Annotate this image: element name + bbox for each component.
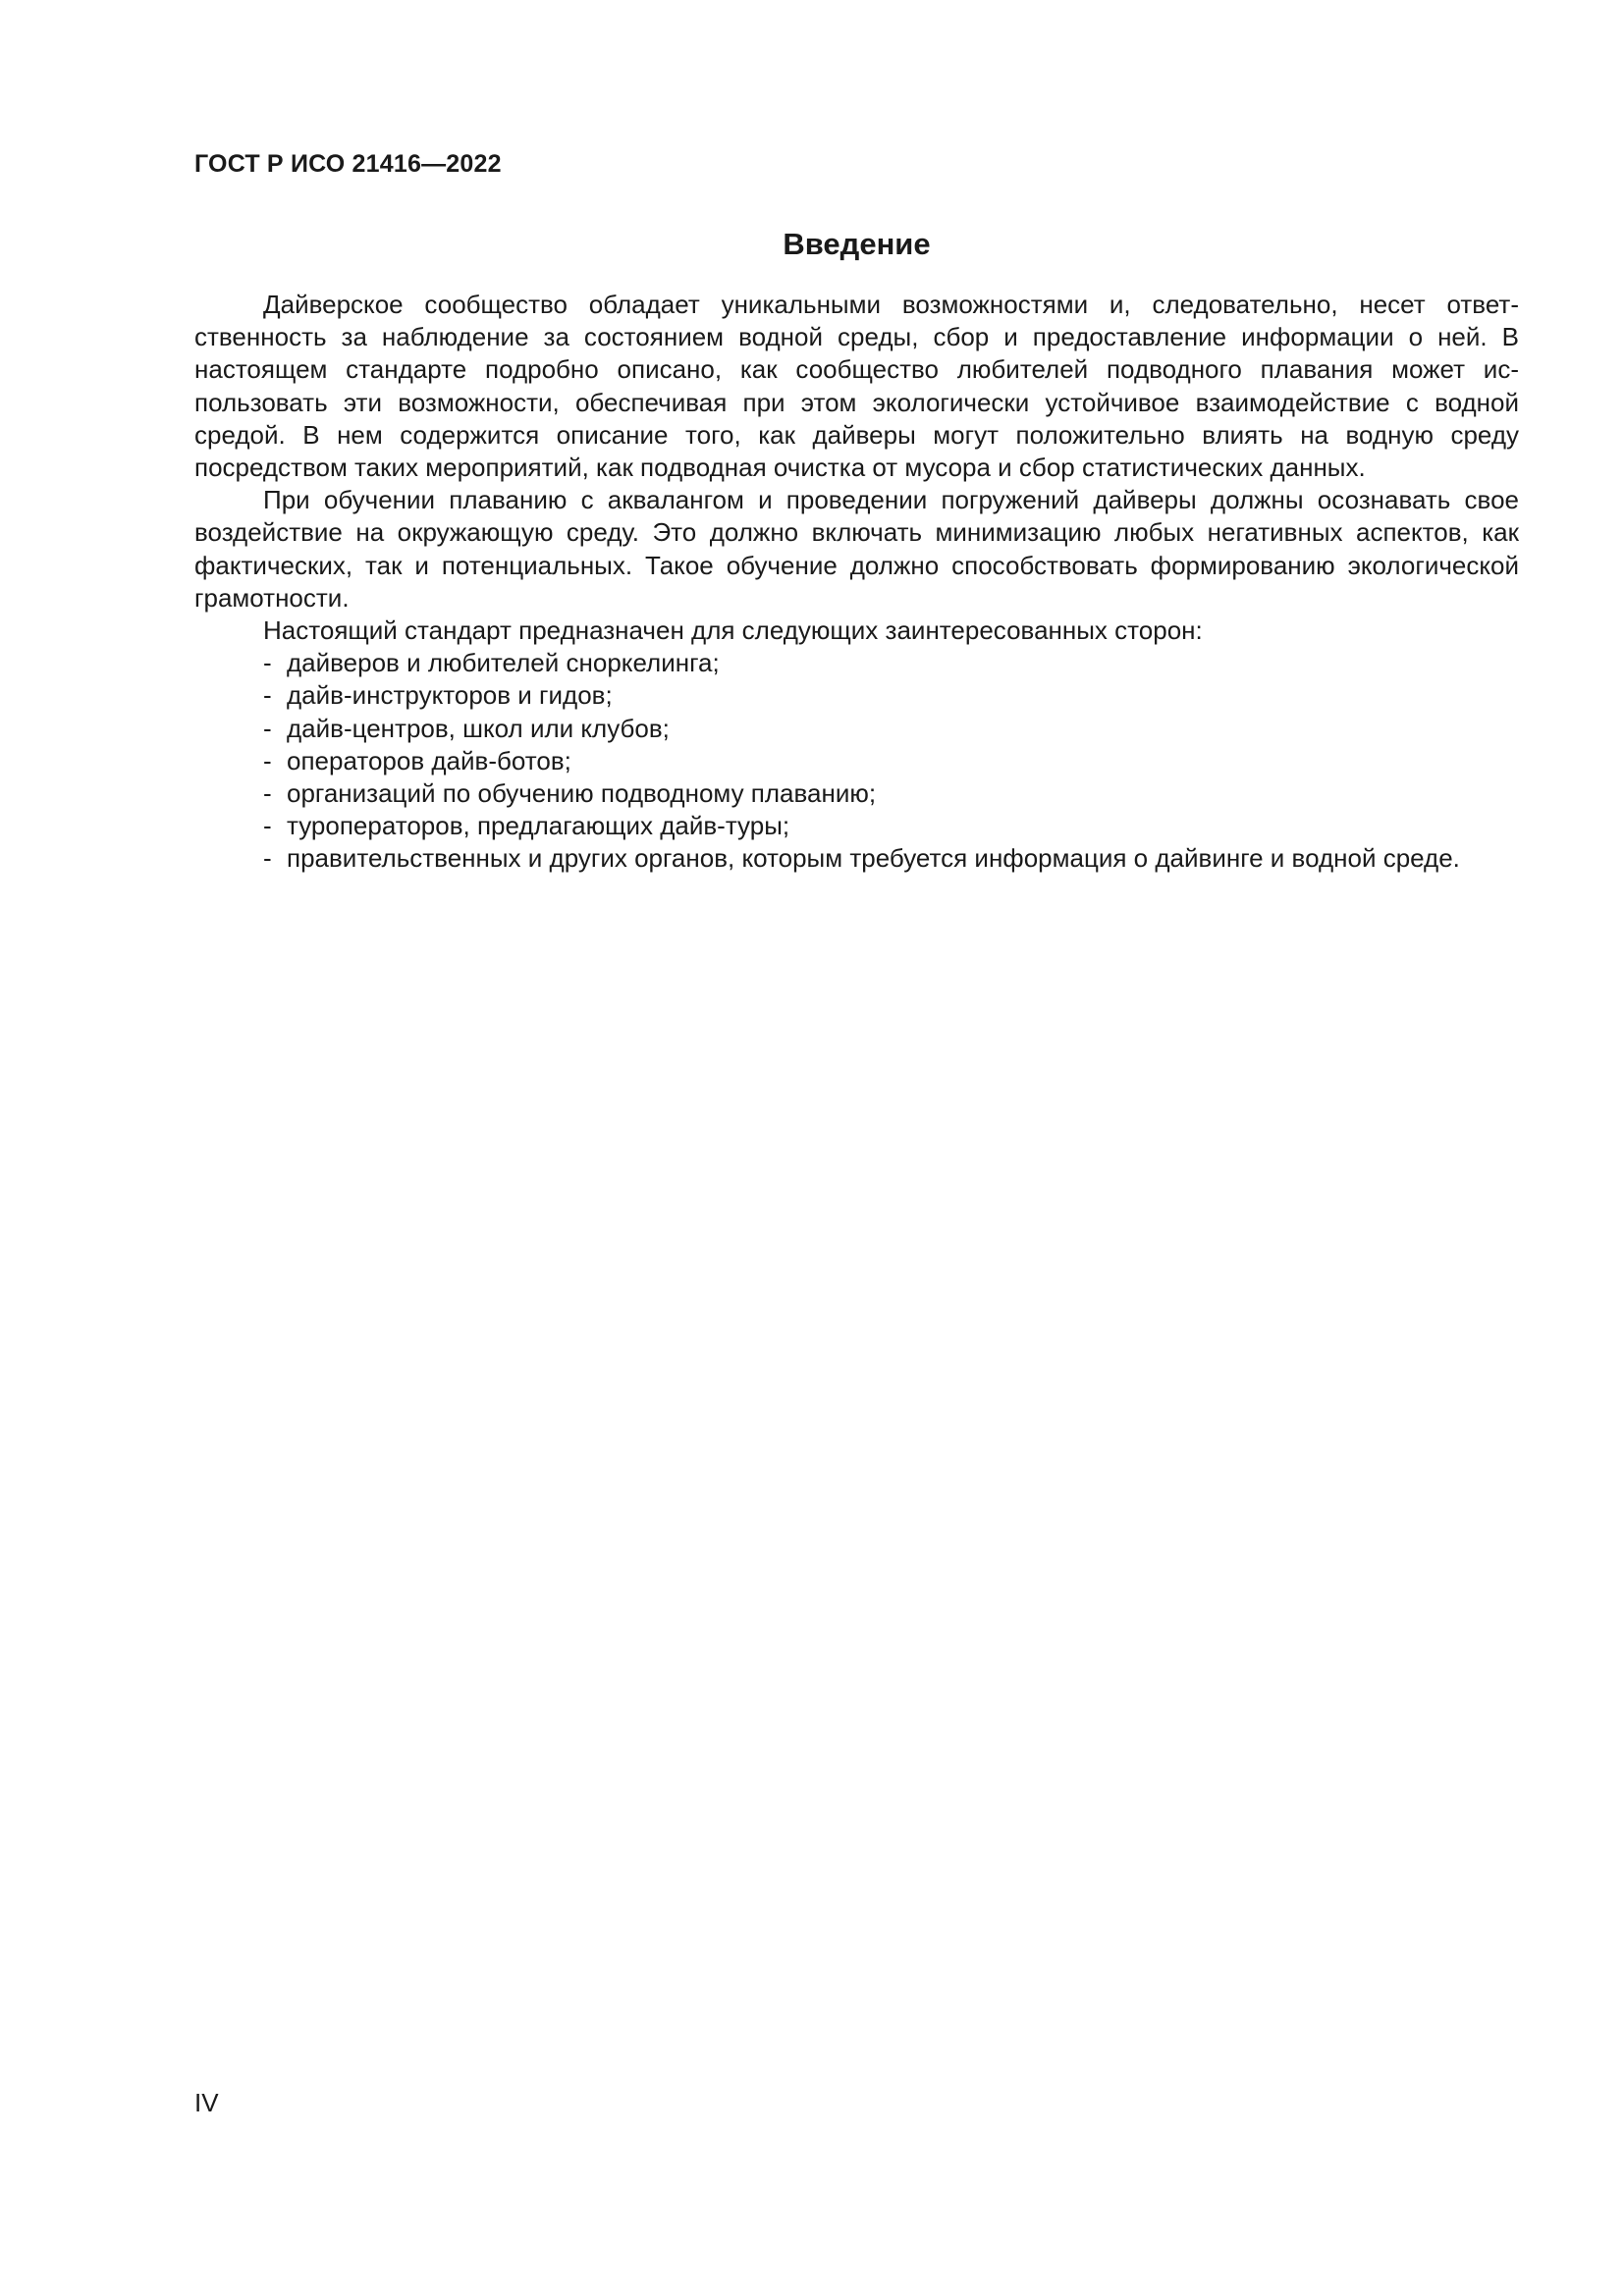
section-title: Введение (783, 227, 931, 261)
paragraph-1: Дайверское сообщество обладает уникальными возможностями и, следовательно, несет ответственность за наблюдение за состоянием водной среды, сбор и предоставление информации о ней. В настоящем стандарте подробно описано, как сообщество любителей подводного плавания может использовать эти возможности, обеспечивая при этом экологически устойчивое взаимодействие с водной средой. В нем содержится описание того, как дайверы могут положительно влиять на водную среду посредством таких мероприятий, как подводная очистка от мусора и сбор статистических данных. (194, 290, 1519, 483)
list-item (194, 679, 1519, 712)
list-item (194, 842, 1519, 875)
list-item-text: операторов дайв-ботов; (287, 745, 571, 775)
list-marker: - (263, 843, 272, 874)
paragraph-2: При обучении плаванию с аквалангом и проведении погружений дайверы должны осознавать свое воздействие на окружающую среду. Это должно включать минимизацию любых негативных аспектов, как фактических, так и потенциальных. Такое обучение должно способствовать формированию экологической грамотности. (194, 485, 1519, 613)
list-marker: - (263, 713, 272, 743)
list-marker: - (263, 648, 272, 678)
list-item-text: организаций по обучению подводному плаванию; (287, 778, 877, 809)
list-marker: - (263, 778, 272, 809)
list-item (194, 745, 1519, 777)
introduction-body (194, 289, 1519, 876)
list-item-text: дайв-инструкторов и гидов; (287, 680, 613, 711)
list-marker: - (263, 745, 272, 775)
paragraph-3: Настоящий стандарт предназначен для следующих заинтересованных сторон: (263, 615, 1203, 646)
list-item (194, 647, 1519, 679)
list-item-text: туроператоров, предлагающих дайв-туры; (287, 811, 790, 841)
list-marker: - (263, 811, 272, 841)
list-marker: - (263, 680, 272, 711)
list-item (194, 713, 1519, 745)
list-item (194, 777, 1519, 810)
list-item (194, 810, 1519, 842)
standard-code-header: ГОСТ Р ИСО 21416—2022 (194, 150, 502, 178)
list-item-text: правительственных и других органов, которым требуется информация о дайвинге и водной среде. (287, 843, 1460, 874)
list-item-text: дайв-центров, школ или клубов; (287, 713, 670, 743)
page-number: IV (194, 2088, 219, 2117)
stakeholder-list (194, 647, 1519, 875)
list-item-text: дайверов и любителей сноркелинга; (287, 648, 720, 678)
